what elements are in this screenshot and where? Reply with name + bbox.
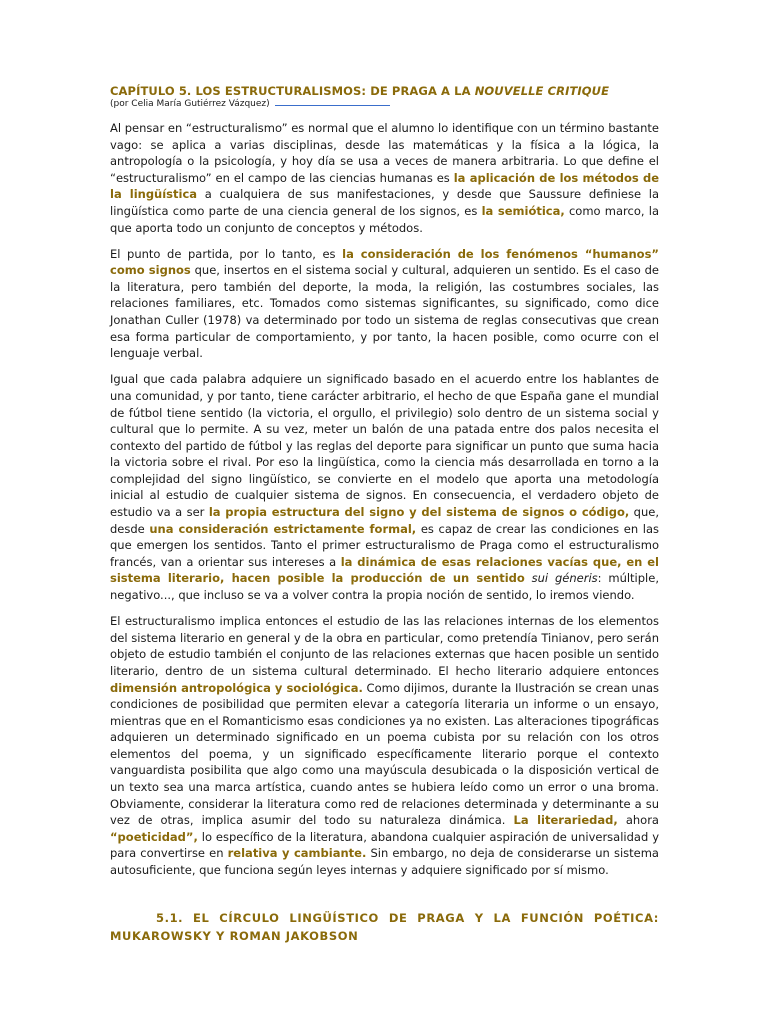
highlight-text: dimensión antropológica y sociológica.: [110, 680, 363, 695]
section-heading-text: 5.1. EL CÍRCULO LINGÜÍSTICO DE PRAGA Y LA FUNCIÓN POÉTICA: MUKAROWSKY Y ROMAN JAKOBSON: [110, 910, 659, 943]
paragraph-text: a cualquiera de sus manifestaciones, y desde que Saussure definiese la lingüística como parte de una ciencia general de los signos, es: [110, 187, 660, 218]
paragraph-text: que, insertos en el sistema social y cultural, adquieren un sentido. Es el caso de la literatura, pero también del deporte, la moda, la religión, las costumbres sociales, las relaciones familiares, etc. Tomados como sistemas significantes, su significado, como dice Jonathan Culler (1978) va determinado por todo un sistema de reglas consecutivas que crean esa forma particular de comportamiento, y por tanto, la hacen posible, como ocurre con el lenguaje verbal.: [110, 263, 659, 361]
italic-text: sui géneris: [531, 571, 598, 586]
chapter-title: [110, 84, 659, 98]
highlight-text: “poeticidad”,: [110, 829, 198, 844]
paragraph-1: [110, 120, 659, 236]
highlight-text: la aplicación de los métodos de la lingüística: [110, 170, 659, 202]
chapter-title-main: CAPÍTULO 5. LOS ESTRUCTURALISMOS: DE PRAGA A LA: [110, 84, 475, 98]
paragraph-text: [525, 571, 532, 585]
paragraph-text: ahora: [617, 813, 659, 828]
highlight-text: relativa y cambiante.: [227, 846, 367, 861]
chapter-title-italic: NOUVELLE CRITIQUE: [474, 84, 610, 98]
paragraph-text: es capaz de crear las condiciones en las que emergen los sentidos. Tanto el primer estructuralismo de Praga como el estructuralismo francés, van a orientar sus intereses a: [110, 521, 659, 569]
paragraph-2: [110, 246, 659, 362]
paragraph-text: Sin embargo, no deja de considerarse un sistema autosuficiente, que funciona según leyes internas y adquiere significado por sí mismo.: [110, 846, 659, 878]
highlight-text: La literariedad,: [513, 813, 618, 828]
byline-underline: [275, 105, 390, 106]
author-name: (por Celia María Gutiérrez Vázquez): [110, 99, 270, 109]
highlight-text: una consideración estrictamente formal,: [149, 521, 417, 536]
document-page: [110, 84, 659, 945]
highlight-text: la semiótica,: [481, 203, 565, 218]
highlight-text: la propia estructura del signo y del sistema de signos o código,: [208, 505, 630, 520]
paragraph-text: lo específico de la literatura, abandona cualquier aspiración de universalidad y para convertirse en: [110, 829, 659, 861]
paragraph-text: Como dijimos, durante la Ilustración se crean unas condiciones de posibilidad que permiten elevar a categoría literaria un informe o un ensayo, mientras que en el Romanticismo esas condiciones ya no existen. Las alteraciones tipográficas adquieren un determinado significado en un poema cubista por su relación con los otros elementos del poema, y un significado específicamente literario porque el contexto vanguardista posibilita que algo como una mayúscula desubicada o la disposición vertical de un texto sea una marca artística, cuando antes se hubiera leído como un error o una broma. Obviamente, considerar la literatura como red de relaciones determinada y determinante a su vez de otras, implica asumir del todo su naturaleza dinámica.: [110, 680, 659, 828]
paragraph-3: [110, 371, 659, 603]
highlight-text: la dinámica de esas relaciones vacías que, en el sistema literario, hacen posible la producción de un sentido: [110, 554, 659, 586]
paragraph-4: [110, 613, 659, 879]
paragraph-text: Igual que cada palabra adquiere un significado basado en el acuerdo entre los hablantes de una comunidad, y por tanto, tiene carácter arbitrario, el hecho de que España gane el mundial de fútbol tiene sentido (la victoria, el orgullo, el privilegio) solo dentro de un sistema social y cultural que lo permite. A su vez, meter un balón de una patada entre dos palos necesita el contexto del partido de fútbol y las reglas del deporte para significar un punto que suma hacia la victoria sobre el rival. Por eso la lingüística, como la ciencia más desarrollada en torno a la complejidad del signo lingüístico, se convierte en el modelo que aporta una metodología inicial al estudio de cualquier sistema de signos. En consecuencia, el verdadero objeto de estudio va a ser: [110, 372, 659, 520]
paragraph-text: : múltiple, negativo..., que incluso se va a volver contra la propia noción de sentido, lo iremos viendo.: [110, 571, 659, 603]
paragraph-text: El punto de partida, por lo tanto, es: [110, 246, 343, 261]
author-byline: [110, 98, 659, 110]
section-heading: [110, 909, 659, 945]
highlight-text: la consideración de los fenómenos “humanos” como signos: [110, 246, 659, 278]
paragraph-text: que, desde: [110, 505, 659, 536]
paragraph-text: El estructuralismo implica entonces el estudio de las las relaciones internas de los elementos del sistema literario en general y de la obra en particular, como pretendía Tinianov, pero serán objeto de estudio también el conjunto de las relaciones externas que hacen posible un sentido literario, dentro de un sistema cultural determinado. El hecho literario adquiere entonces: [110, 614, 659, 678]
paragraph-text: Al pensar en “estructuralismo” es normal que el alumno lo identifique con un término bastante vago: se aplica a varias disciplinas, desde las matemáticas y la física a la lógica, la antropología o la psicología, y hoy día se usa a veces de manera arbitraria. Lo que define el “estructuralismo” en el campo de las ciencias humanas es: [110, 121, 659, 185]
paragraph-text: como marco, la que aporta todo un conjunto de conceptos y métodos.: [110, 203, 660, 235]
